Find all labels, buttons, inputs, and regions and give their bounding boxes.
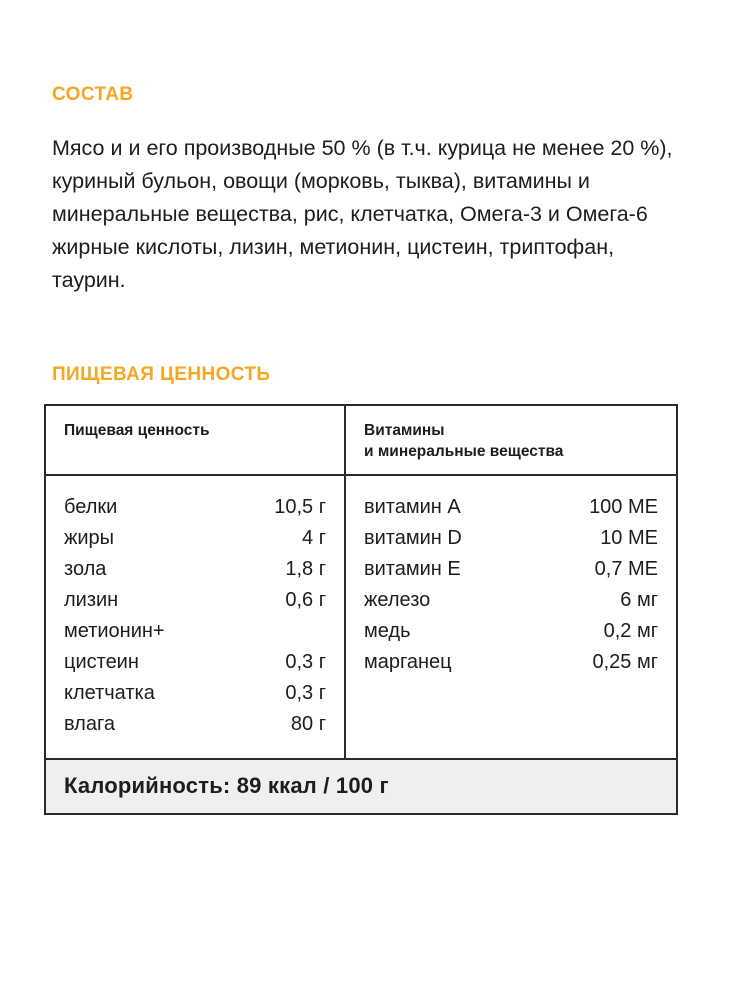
- row-value: 0,6 г: [285, 589, 326, 611]
- row-label: цистеин: [64, 651, 139, 673]
- row-value: 0,3 г: [285, 682, 326, 704]
- table-row: [64, 554, 326, 585]
- table-body: [46, 476, 676, 758]
- calorie-row: Калорийность: 89 ккал / 100 г: [46, 758, 676, 813]
- row-label: метионин+: [64, 620, 165, 642]
- row-label: влага: [64, 713, 115, 735]
- table-row: [64, 585, 326, 616]
- table-row: [364, 492, 658, 523]
- row-label: медь: [364, 620, 411, 642]
- composition-text: Мясо и и его производные 50 % (в т.ч. курица не менее 20 %), куриный бульон, овощи (морковь, тыква), витамины и минеральные вещества, рис, клетчатка, Омега-3 и Омега-6 жирные кислоты, лизин, метионин, цистеин, триптофан, таурин.: [52, 135, 673, 292]
- table-header-row: [46, 406, 676, 476]
- row-value: 100 МЕ: [589, 496, 658, 518]
- composition-section-title: СОСТАВ: [52, 83, 134, 105]
- table-row: [364, 616, 658, 647]
- table-row: [364, 523, 658, 554]
- row-label: витамин A: [364, 496, 461, 518]
- row-label: белки: [64, 496, 118, 518]
- table-header-vitamins-line2: и минеральные вещества: [364, 443, 564, 460]
- table-row: [64, 678, 326, 709]
- row-value: 0,25 мг: [592, 651, 658, 673]
- row-value: 4 г: [302, 527, 326, 549]
- table-header-vitamins: [346, 406, 676, 474]
- table-row: [364, 647, 658, 678]
- table-row: [364, 585, 658, 616]
- table-row: [64, 647, 326, 678]
- table-header-nutrition: Пищевая ценность: [46, 406, 346, 474]
- table-row: [64, 492, 326, 523]
- table-row: [64, 709, 326, 740]
- table-header-vitamins-line1: Витамины: [364, 422, 445, 439]
- row-value: 0,3 г: [285, 651, 326, 673]
- row-value: 6 мг: [620, 589, 658, 611]
- row-label: витамин D: [364, 527, 462, 549]
- row-label: железо: [364, 589, 431, 611]
- row-label: витамин E: [364, 558, 461, 580]
- nutrition-section-title: ПИЩЕВАЯ ЦЕННОСТЬ: [52, 363, 271, 385]
- row-value: 0,7 МЕ: [594, 558, 658, 580]
- row-value: 1,8 г: [285, 558, 326, 580]
- row-label: клетчатка: [64, 682, 155, 704]
- row-value: 10 МЕ: [600, 527, 658, 549]
- nutrition-column: [46, 476, 346, 758]
- nutrition-table: [44, 404, 678, 815]
- table-row: [64, 523, 326, 554]
- vitamins-column: [346, 476, 676, 758]
- row-label: лизин: [64, 589, 119, 611]
- row-value: 10,5 г: [274, 496, 326, 518]
- row-label: жиры: [64, 527, 115, 549]
- row-value: 80 г: [290, 713, 326, 735]
- row-label: зола: [64, 558, 107, 580]
- row-value: 0,2 мг: [603, 620, 658, 642]
- table-row: [64, 616, 326, 647]
- row-label: марганец: [364, 651, 452, 673]
- table-row: [364, 554, 658, 585]
